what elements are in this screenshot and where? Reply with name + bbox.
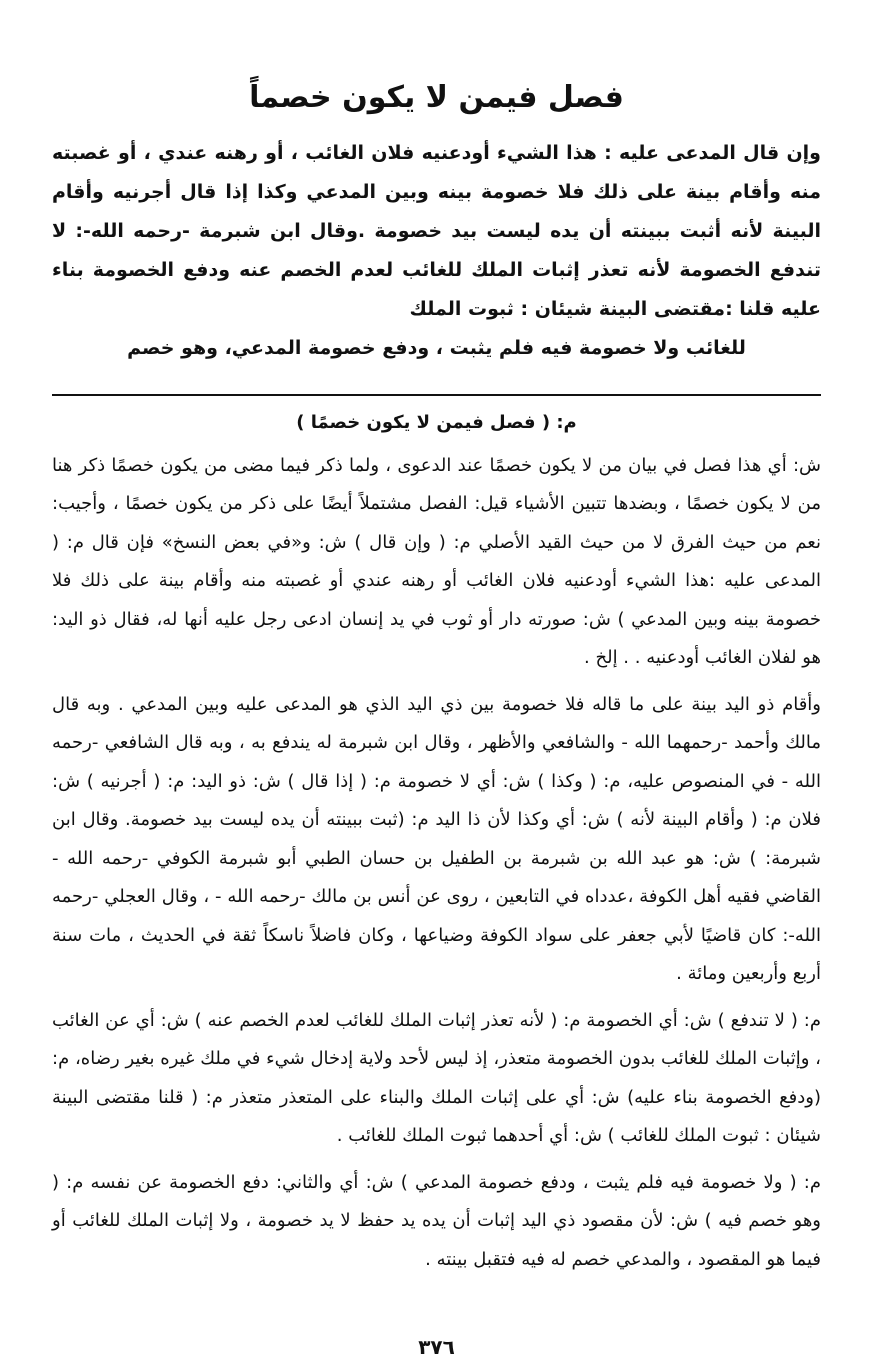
commentary-paragraph: م: ( لا تندفع ) ش: أي الخصومة م: ( لأنه تعذر إثبات الملك للغائب لعدم الخصم عنه ) ش: أي عن الغائب ، وإثبات الملك للغائب بدون الخصومة متعذر، إذ ليس لأحد ولاية إدخال شيء في ملك غيره بغير رضاه، م: (ودفع الخصومة بناء عليه) ش: أي على إثبات الملك والبناء على المتعذر متعذر م: ( قلنا مقتضى البينة شيئان : ثبوت الملك للغائب ) ش: أي أحدهما ثبوت الملك للغائب . [52,1009,821,1146]
commentary-heading: م: ( فصل فيمن لا يكون خصمًا ) [296,412,577,433]
chapter-title: فصل فيمن لا يكون خصماً [249,80,624,115]
commentary-paragraph: وأقام ذو اليد بينة على ما قاله فلا خصومة بين ذي اليد الذي هو المدعى عليه وبين المدعي . وبه قال مالك وأحمد -رحمهما الله - والشافعي والأظهر ، وقال ابن شبرمة له يندفع به ، وبه قال الشافعي -رحمه الله - في المنصوص عليه، م: ( وكذا ) ش: أي لا خصومة م: ( إذا قال ) ش: ذو اليد: م: ( أجرنيه ) ش: فلان م: ( وأقام البينة لأنه ) ش: أي وكذا لأن ذا اليد م: (ثبت ببينته أن يده ليست بيد خصومة. وقال ابن شبرمة: ) ش: هو عبد الله بن شبرمة بن الطفيل بن حسان الطبي أبو شبرمة الكوفي -رحمه الله - القاضي فقيه أهل الكوفة ،عدداه في التابعين ، روى عن أنس بن مالك -رحمه الله - ، وقال العجلي -رحمه الله-: كان قاضيًا لأبي جعفر على سواد الكوفة وضياعها ، وكان فاضلاً ناسكاً ثقة في الحديث ، مات سنة أربع وأربعين ومائة . [52,693,821,984]
page-number: ٣٧٦ [418,1335,455,1359]
commentary [52,404,821,1279]
main-text [52,134,821,368]
main-text-closing-line: للغائب ولا خصومة فيه فلم يثبت ، ودفع خصومة المدعي، وهو خصم [127,337,746,359]
main-text-paragraph: وإن قال المدعى عليه : هذا الشيء أودعنيه فلان الغائب ، أو رهنه عندي ، أو غصبته منه وأقام بينة على ذلك فلا خصومة بينه وبين المدعي وكذا إذا قال أجرنيه وأقام البينة لأنه أثبت ببينته أن يده ليست بيد خصومة .وقال ابن شبرمة -رحمه الله-: لا تندفع الخصومة لأنه تعذر إثبات الملك للغائب لعدم الخصم عنه ودفع الخصومة بناء عليه قلنا :مقتضى البينة شيئان : ثبوت الملك [52,142,821,320]
commentary-paragraph: ش: أي هذا فصل في بيان من لا يكون خصمًا عند الدعوى ، ولما ذكر فيما مضى من يكون خصمًا ذكر هنا من لا يكون خصمًا ، وبضدها تتبين الأشياء قيل: الفصل مشتملاً أيضًا على ذكر من يكون خصمًا ، وأجيب: نعم من حيث الفرق لا من حيث القيد الأصلي م: ( وإن قال ) ش: و«في بعض النسخ» فإن قال م: ( المدعى عليه :هذا الشيء أودعنيه فلان الغائب أو رهنه عندي أو غصبته منه وأقام بينة على ذلك فلا خصومة بينه وبين المدعي ) ش: صورته دار أو ثوب في يد إنسان ادعى رجل عليه أنها له، فقال ذو اليد: هو لفلان الغائب أودعنيه . . إلخ . [52,454,821,668]
separator-line [52,394,821,396]
commentary-paragraph: م: ( ولا خصومة فيه فلم يثبت ، ودفع خصومة المدعي ) ش: أي والثاني: دفع الخصومة عن نفسه م: ( وهو خصم فيه ) ش: لأن مقصود ذي اليد إثبات أن يده يد حفظ لا يد خصومة ، ولا إثبات الملك للغائب أو فيما هو المقصود ، والمدعي خصم له فيه فتقبل بينته . [52,1171,821,1270]
